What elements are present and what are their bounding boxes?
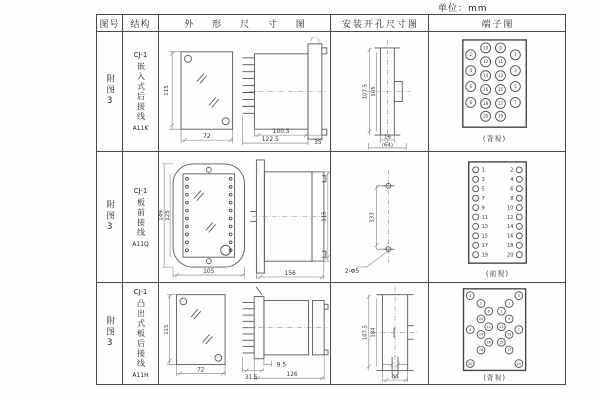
terminal-circle xyxy=(229,209,232,212)
terminal-number: 1 xyxy=(481,167,485,174)
dim-side-height: 115 xyxy=(321,211,328,222)
dim-slot-width: 16 xyxy=(383,134,391,141)
terminal-number: 15 xyxy=(497,86,503,92)
terminal-circles xyxy=(466,292,522,368)
figure-no-cell-2 xyxy=(97,152,123,283)
terminal-circle xyxy=(516,233,522,239)
dim-total-length: 122.5 xyxy=(261,136,279,144)
side-view xyxy=(243,287,328,359)
terminal-circle xyxy=(473,176,479,182)
terminal-board xyxy=(463,289,525,371)
terminal-circle xyxy=(186,177,189,180)
front-dim-lines xyxy=(167,295,225,377)
terminal-number: 19 xyxy=(497,113,503,119)
terminal-circle xyxy=(229,241,232,244)
dimension-table xyxy=(96,14,566,385)
terminal-number: 5 xyxy=(514,83,517,89)
install-cell-2 xyxy=(331,152,429,283)
dim-body-length: 100.5 xyxy=(272,128,290,136)
terminal-circle xyxy=(186,233,189,236)
terminal-circle xyxy=(473,233,479,239)
dim-front-width: 72 xyxy=(203,133,211,141)
header-figure: 图号 xyxy=(97,15,123,32)
terminal-cell-3 xyxy=(429,283,565,384)
terminal-number: 9 xyxy=(499,45,502,51)
terminal-circle xyxy=(229,193,232,196)
terminal-diagram-rear xyxy=(429,32,565,151)
dim-outer-height: 107.5 xyxy=(362,83,369,100)
figure-no-cell-1 xyxy=(97,32,123,152)
install-cell-1 xyxy=(331,32,429,152)
dim-front-width: 105 xyxy=(203,268,215,276)
terminal-cell-2 xyxy=(429,152,565,283)
dim-inner-height: 105 xyxy=(371,86,378,97)
terminal-number: 19 xyxy=(481,252,488,259)
front-terminal-dots xyxy=(186,177,232,251)
unit-label: 单位：mm xyxy=(438,4,488,14)
terminal-number: 10 xyxy=(483,45,489,51)
terminal-circle xyxy=(473,252,479,258)
terminal-number: 12 xyxy=(507,214,514,221)
outline-cell-3 xyxy=(159,283,331,384)
terminal-number: 11 xyxy=(499,324,504,329)
terminal-number: 13 xyxy=(506,332,512,337)
view-label: (前视) xyxy=(485,270,510,279)
dim-hole-spacing: 133 xyxy=(369,212,376,223)
side-dim-lines xyxy=(256,172,329,279)
header-terminal: 端子图 xyxy=(429,15,565,32)
terminal-number: 2 xyxy=(510,167,514,174)
terminal-number: 20 xyxy=(507,252,514,259)
front-dim-lines xyxy=(162,164,244,278)
terminal-circle xyxy=(473,223,479,229)
dim-front-height-inner: 125 xyxy=(165,210,172,221)
figure-no: 附图3 xyxy=(104,74,115,109)
structure-text: 凸出式板后接线 xyxy=(136,299,146,369)
terminal-number: 15 xyxy=(481,233,488,240)
terminal-number: 16 xyxy=(483,86,489,92)
model-prefix: CJ-1 xyxy=(133,288,148,296)
terminal-number: 14 xyxy=(507,224,514,231)
dim-front-height-outer: 149 xyxy=(159,210,165,221)
terminal-number: 10 xyxy=(478,317,484,322)
terminal-number: 1 xyxy=(508,301,511,306)
terminal-number: 8 xyxy=(469,99,472,105)
dim-side-length: 156 xyxy=(284,270,296,278)
terminal-circle xyxy=(516,205,522,211)
structure-cell-3 xyxy=(123,283,159,384)
model-code: A11H xyxy=(132,372,149,379)
terminal-number: 16 xyxy=(486,340,491,345)
side-view xyxy=(243,44,327,139)
dim-pin-length: 31.5 xyxy=(244,375,258,382)
terminal-circle xyxy=(516,176,522,182)
terminal-circles-right xyxy=(507,167,522,259)
terminal-number: 17 xyxy=(481,243,488,250)
terminal-number: 1 xyxy=(514,52,517,58)
terminal-number: 3 xyxy=(514,68,517,74)
terminal-circle xyxy=(186,225,189,228)
header-structure: 结构 xyxy=(123,15,159,32)
model-prefix: CJ-1 xyxy=(133,51,148,59)
hole-callout: 2-Φ5 xyxy=(344,267,360,275)
terminal-circle xyxy=(186,241,189,244)
structure-text: 板前接线 xyxy=(136,197,146,238)
outline-drawing-a11q xyxy=(159,152,330,282)
terminal-number: 20 xyxy=(483,113,489,119)
terminal-number: 12 xyxy=(483,59,489,65)
terminal-number: 2 xyxy=(479,301,483,306)
model-prefix: CJ-1 xyxy=(133,186,148,195)
terminal-circle xyxy=(229,233,232,236)
terminal-number: 3 xyxy=(481,177,485,184)
terminal-number: 18 xyxy=(507,243,514,250)
terminal-number: 18 xyxy=(478,348,484,353)
terminal-number: 11 xyxy=(497,59,503,65)
terminal-circle xyxy=(516,242,522,248)
terminal-circle xyxy=(186,209,189,212)
terminal-board xyxy=(463,40,526,127)
terminal-circle xyxy=(473,167,479,173)
dim-outer-height: 107.5 xyxy=(362,324,369,341)
dim-inner-height: 104 xyxy=(370,327,377,338)
dim-flange-width: 35 xyxy=(314,139,322,147)
terminal-circle xyxy=(516,214,522,220)
terminal-cell-1 xyxy=(429,32,565,152)
terminal-circle xyxy=(229,217,232,220)
terminal-number: 3 xyxy=(517,293,520,298)
terminal-circle xyxy=(516,252,522,258)
front-view xyxy=(173,164,244,267)
terminal-number: 17 xyxy=(497,100,503,106)
outline-drawing-a11h xyxy=(159,283,330,384)
install-hole-drawing-a11k xyxy=(331,32,428,151)
install-cell-3 xyxy=(331,283,429,384)
terminal-circle xyxy=(186,217,189,220)
terminal-number: 5 xyxy=(500,309,503,314)
terminal-number: 4 xyxy=(469,68,472,74)
terminal-number: 7 xyxy=(517,327,520,332)
model-code: A11Q xyxy=(132,240,149,248)
outline-drawing-a11k xyxy=(159,32,330,151)
terminal-number: 16 xyxy=(507,233,514,240)
terminal-circles xyxy=(466,43,521,121)
dim-front-width: 72 xyxy=(197,367,205,374)
terminal-circle xyxy=(473,205,479,211)
header-install: 安装开孔尺寸图 xyxy=(331,15,429,32)
terminal-circle xyxy=(473,195,479,201)
terminal-circle xyxy=(186,193,189,196)
structure-text: 嵌入式后接线 xyxy=(136,62,146,122)
dim-total-width: (64) xyxy=(381,142,394,149)
terminal-circle xyxy=(186,185,189,188)
terminal-circle xyxy=(516,223,522,229)
dim-total-width: 64 xyxy=(391,374,399,381)
view-label: (背视) xyxy=(483,374,506,383)
terminal-number: 13 xyxy=(497,73,503,79)
terminal-circle xyxy=(516,186,522,192)
terminal-circle xyxy=(473,186,479,192)
clip-symbol xyxy=(311,37,319,44)
terminal-number: 8 xyxy=(510,195,514,202)
terminal-number: 6 xyxy=(487,309,490,314)
dim-total-length: 126 xyxy=(286,372,298,379)
terminal-number: 17 xyxy=(506,348,512,353)
terminal-circle xyxy=(473,214,479,220)
terminal-diagram-front xyxy=(429,152,565,282)
terminal-number: 11 xyxy=(481,214,488,221)
terminal-number: 4 xyxy=(469,293,472,298)
terminal-number: 8 xyxy=(469,327,472,332)
terminal-number: 6 xyxy=(510,186,514,193)
view-label: (背视) xyxy=(482,135,507,144)
structure-cell-2 xyxy=(123,152,159,283)
terminal-circle xyxy=(229,177,232,180)
dim-front-height: 115 xyxy=(164,85,171,96)
terminal-circle xyxy=(473,242,479,248)
figure-no-cell-3 xyxy=(97,283,123,384)
terminal-number: 7 xyxy=(514,99,517,105)
terminal-circle xyxy=(186,249,189,252)
terminal-circle xyxy=(516,195,522,201)
install-hole-drawing-a11q xyxy=(331,152,428,282)
terminal-number: 9 xyxy=(508,317,511,322)
terminal-number: 14 xyxy=(478,332,484,337)
terminal-number: 10 xyxy=(507,205,514,212)
terminal-circle xyxy=(229,201,232,204)
figure-no: 附图3 xyxy=(104,316,115,351)
front-view xyxy=(177,295,226,365)
install-hole-drawing-a11h xyxy=(331,283,428,384)
terminal-number: 12 xyxy=(486,324,491,329)
outline-cell-2 xyxy=(159,152,331,283)
terminal-number: 5 xyxy=(481,186,485,193)
terminal-diagram-rear xyxy=(429,283,565,384)
install-dim-lines xyxy=(357,186,387,267)
terminal-number: 4 xyxy=(510,177,514,184)
terminal-number: 20 xyxy=(468,361,473,366)
structure-cell-1 xyxy=(123,32,159,152)
model-code: A11K xyxy=(132,125,149,132)
dim-step: 9.5 xyxy=(276,362,287,369)
terminal-number: 14 xyxy=(483,73,489,79)
dim-front-height: 115 xyxy=(163,324,170,335)
outline-cell-1 xyxy=(159,32,331,152)
terminal-number: 15 xyxy=(499,340,504,345)
figure-no: 附图3 xyxy=(104,199,115,235)
terminal-number: 18 xyxy=(483,100,489,106)
terminal-number: 9 xyxy=(481,205,485,212)
terminal-circle xyxy=(229,225,232,228)
terminal-number: 19 xyxy=(516,361,521,366)
terminal-circle xyxy=(186,201,189,204)
terminal-circles-left xyxy=(473,167,488,259)
terminal-number: 6 xyxy=(469,83,472,89)
front-view xyxy=(181,52,233,129)
header-outline: 外 形 尺 寸 图 xyxy=(159,15,331,32)
terminal-circle xyxy=(516,167,522,173)
terminal-circle xyxy=(229,185,232,188)
terminal-number: 7 xyxy=(481,195,485,202)
terminal-number: 2 xyxy=(469,52,472,58)
terminal-number: 13 xyxy=(481,224,488,231)
